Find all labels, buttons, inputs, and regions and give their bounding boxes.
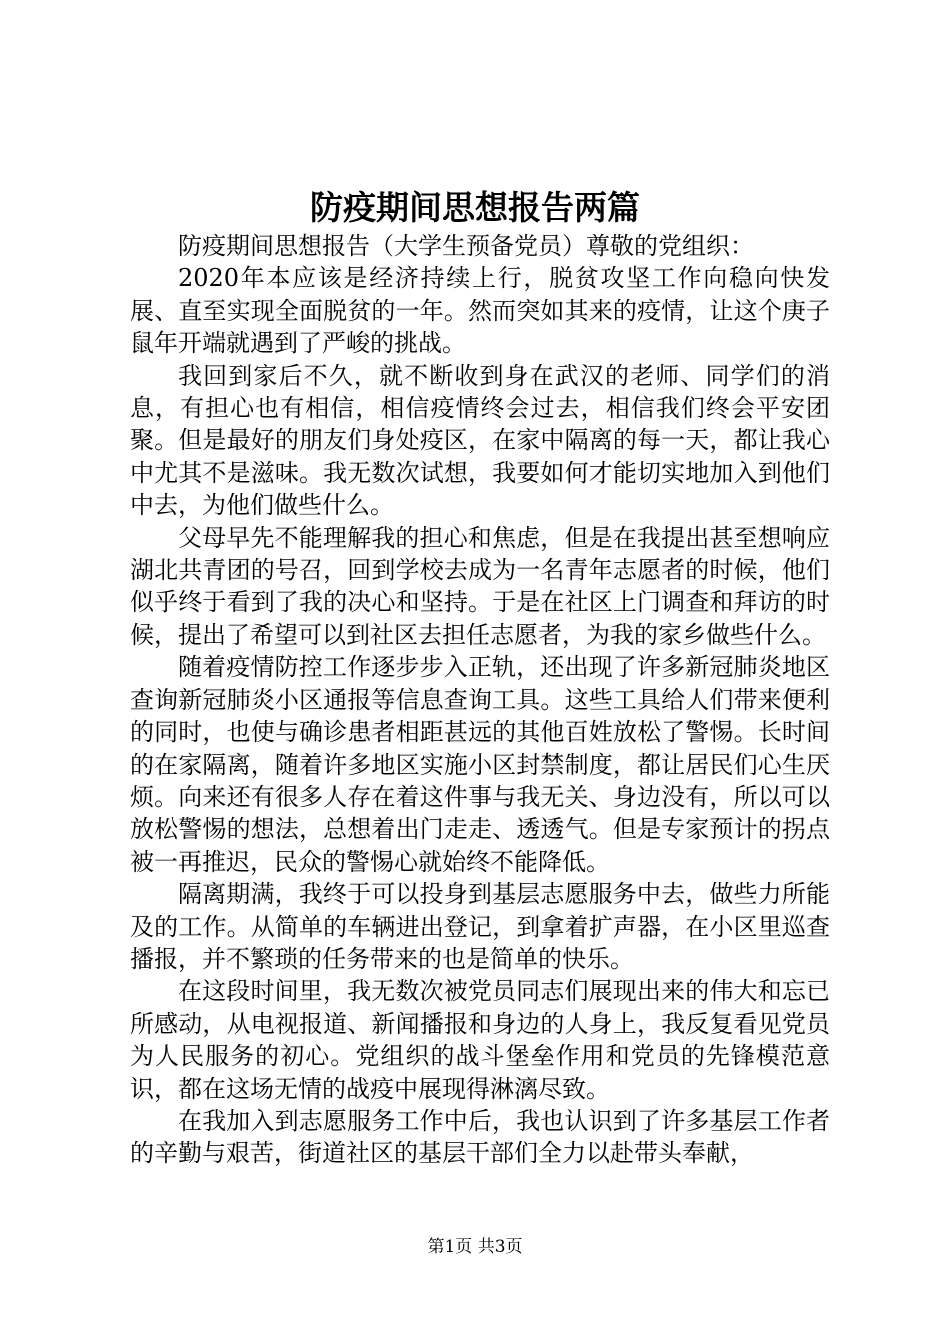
paragraph: 隔离期满，我终于可以投身到基层志愿服务中去，做些力所能及的工作。从简单的车辆进出登记，到拿着扩声器，在小区里巡查播报，并不繁琐的任务带来的也是简单的快乐。: [130, 880, 830, 973]
page-footer: 第1页 共3页: [427, 1237, 523, 1257]
paragraph: 在这段时间里，我无数次被党员同志们展现出来的伟大和忘已所感动，从电视报道、新闻播报和身边的人身上，我反复看见党员为人民服务的初心。党组织的战斗堡垒作用和党员的先锋模范意识，都在这场无情的战疫中展现得淋漓尽致。: [130, 977, 830, 1103]
paragraph: 父母早先不能理解我的担心和焦虑，但是在我提出甚至想响应湖北共青团的号召，回到学校去成为一名青年志愿者的时候，他们似乎终于看到了我的决心和坚持。于是在社区上门调查和拜访的时候，提出了希望可以到社区去担任志愿者，为我的家乡做些什么。: [130, 523, 830, 649]
paragraph-salutation: 防疫期间思想报告（大学生预备党员）尊敬的党组织：: [178, 232, 754, 260]
paragraph: 随着疫情防控工作逐步步入正轨，还出现了许多新冠肺炎地区查询新冠肺炎小区通报等信息查询工具。这些工具给人们带来便利的同时，也使与确诊患者相距甚远的其他百姓放松了警惕。长时间的在家隔离，随着许多地区实施小区封禁制度，都让居民们心生厌烦。向来还有很多人存在着这件事与我无关、身边没有，所以可以放松警惕的想法，总想着出门走走、透透气。但是专家预计的拐点被一再推迟，民众的警惕心就始终不能降低。: [130, 653, 830, 876]
paragraph: 2020年本应该是经济持续上行，脱贫攻坚工作向稳向快发展、直至实现全面脱贫的一年。然而突如其来的疫情，让这个庚子鼠年开端就遇到了严峻的挑战。: [130, 264, 830, 358]
paragraph: 在我加入到志愿服务工作中后，我也认识到了许多基层工作者的辛勤与艰苦，街道社区的基层干部们全力以赴带头奉献，: [130, 1106, 830, 1168]
paragraph: 我回到家后不久，就不断收到身在武汉的老师、同学们的消息，有担心也有相信，相信疫情终会过去，相信我们终会平安团聚。但是最好的朋友们身处疫区，在家中隔离的每一天，都让我心中尤其不是滋味。我无数次试想，我要如何才能切实地加入到他们中去，为他们做些什么。: [130, 361, 830, 520]
document-body: [130, 230, 830, 1170]
document-title: 防疫期间思想报告两篇: [310, 188, 640, 227]
